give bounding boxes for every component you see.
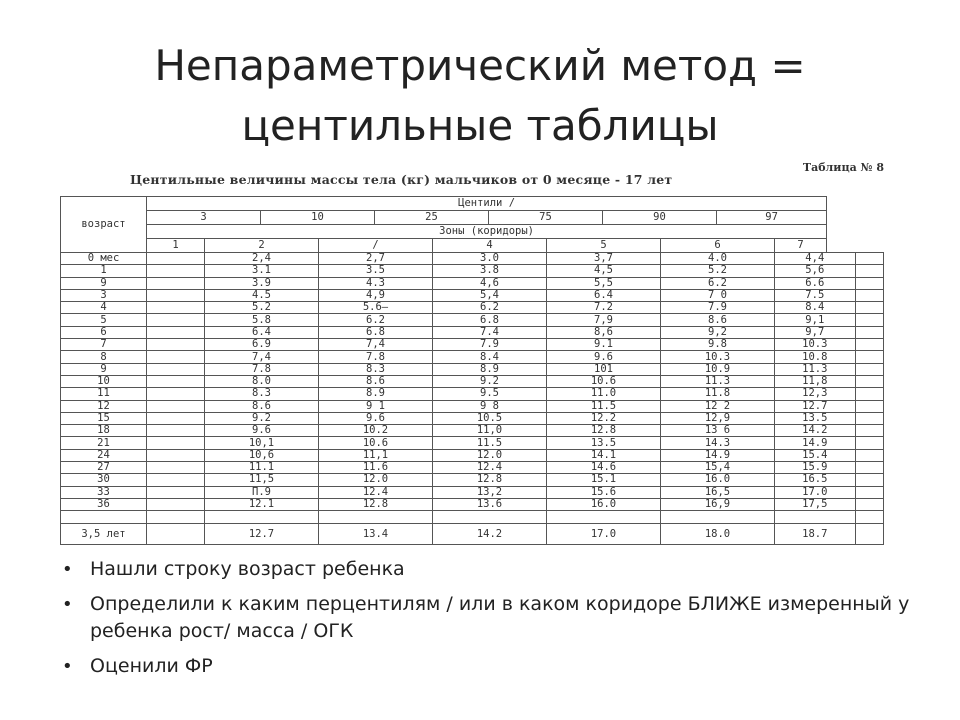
age-cell: 12 [61, 400, 147, 412]
table-row [61, 412, 884, 424]
zone-empty-cell [855, 437, 883, 449]
zone-empty-cell [147, 523, 205, 544]
zone-empty-cell [147, 388, 205, 400]
table-row [61, 474, 884, 486]
zone-empty-cell [855, 498, 883, 510]
centile-value-cell: П.9 [205, 486, 319, 498]
bullet-dot-icon: • [62, 594, 73, 615]
centiles-header: Центили / [147, 197, 827, 211]
centile-value-cell: 15.4 [775, 449, 856, 461]
centile-value-cell: 3.0 [433, 253, 547, 265]
centile-value-cell: 12.7 [205, 523, 319, 544]
age-cell: 21 [61, 437, 147, 449]
table-header-row [61, 197, 884, 211]
slide-title-line-1: Непараметрический метод = [154, 41, 806, 90]
zone-empty-cell [855, 265, 883, 277]
centile-value-cell: 8.6 [205, 400, 319, 412]
zone-empty-cell [147, 486, 205, 498]
centile-value-cell: 13,2 [433, 486, 547, 498]
centile-value-cell: 8.4 [433, 351, 547, 363]
bullet-list [62, 556, 922, 688]
zone-empty-cell [855, 523, 883, 544]
centile-value-cell: 4,6 [433, 277, 547, 289]
zone-header-cell: 6 [661, 239, 775, 253]
centile-value-cell: 10.2 [319, 425, 433, 437]
zone-empty-cell [147, 289, 205, 301]
age-cell: 6 [61, 326, 147, 338]
centile-value-cell: 7.9 [433, 339, 547, 351]
centile-value-cell: 4.0 [661, 253, 775, 265]
centile-value-cell: 14.2 [433, 523, 547, 544]
centile-value-cell: 11,5 [205, 474, 319, 486]
table-row [61, 388, 884, 400]
age-cell: 18 [61, 425, 147, 437]
zone-empty-cell [855, 351, 883, 363]
zone-header-cell: / [319, 239, 433, 253]
centile-value-cell: 15,4 [661, 462, 775, 474]
centile-value-cell: 12.8 [433, 474, 547, 486]
zone-empty-cell [855, 462, 883, 474]
centile-value-cell: 10.9 [661, 363, 775, 375]
centile-value-cell: 9.8 [661, 339, 775, 351]
centile-value-cell: 12.1 [205, 498, 319, 510]
table-number: Таблица № 8 [802, 161, 884, 174]
zone-header-cell: 5 [547, 239, 661, 253]
centile-value-cell [205, 511, 319, 523]
zone-empty-cell [147, 412, 205, 424]
centile-value-cell: 8.9 [319, 388, 433, 400]
centile-value-cell: 5.8 [205, 314, 319, 326]
centile-value-cell: 4,9 [319, 289, 433, 301]
age-cell: 33 [61, 486, 147, 498]
centile-value-cell: 12.4 [433, 462, 547, 474]
centile-value-cell: 10.3 [775, 339, 856, 351]
centile-value-cell: 9.2 [433, 375, 547, 387]
centile-value-cell: 6.4 [547, 289, 661, 301]
age-cell: 11 [61, 388, 147, 400]
table-row [61, 289, 884, 301]
zone-empty-cell [855, 277, 883, 289]
bullet-text: Определили к каким перцентилям / или в каком коридоре БЛИЖЕ измеренный у ребенка рост/ масса / ОГК [90, 593, 910, 642]
centile-value-cell: 16.0 [661, 474, 775, 486]
centile-value-cell: 11.5 [433, 437, 547, 449]
centile-value-cell: 3.8 [433, 265, 547, 277]
centile-value-cell: 13.4 [319, 523, 433, 544]
centile-value-cell: 7,4 [319, 339, 433, 351]
centile-value-cell: 7,4 [205, 351, 319, 363]
age-cell: 4 [61, 302, 147, 314]
zone-empty-cell [147, 302, 205, 314]
centile-value-cell: 7.8 [319, 351, 433, 363]
bullet-text: Оценили ФР [90, 655, 213, 677]
centile-value-cell: 6.2 [319, 314, 433, 326]
centile-value-cell: 12.2 [547, 412, 661, 424]
centile-header-cell: 97 [717, 211, 827, 225]
zone-header-cell: 2 [205, 239, 319, 253]
zone-empty-cell [147, 363, 205, 375]
centile-value-cell: 17.0 [775, 486, 856, 498]
centile-value-cell: 11.0 [547, 388, 661, 400]
centile-value-cell: 15.9 [775, 462, 856, 474]
centile-value-cell: 6.9 [205, 339, 319, 351]
centile-value-cell: 11.6 [319, 462, 433, 474]
centile-value-cell: 5,4 [433, 289, 547, 301]
zone-empty-cell [855, 253, 883, 265]
bullet-dot-icon: • [62, 559, 73, 580]
age-cell: 30 [61, 474, 147, 486]
centile-value-cell: 18.0 [661, 523, 775, 544]
centile-value-cell: 9.6 [205, 425, 319, 437]
table-row [61, 523, 884, 544]
zone-header-cell: 4 [433, 239, 547, 253]
table-row [61, 314, 884, 326]
centile-value-cell: 8.0 [205, 375, 319, 387]
centile-value-cell: 9.1 [547, 339, 661, 351]
centile-value-cell: 5,6 [775, 265, 856, 277]
centile-value-cell: 5,5 [547, 277, 661, 289]
zone-empty-cell [147, 462, 205, 474]
centile-header-cell: 75 [489, 211, 603, 225]
age-cell: 8 [61, 351, 147, 363]
centile-value-cell: 10.5 [433, 412, 547, 424]
age-cell: 7 [61, 339, 147, 351]
centile-value-cell [775, 511, 856, 523]
zone-empty-cell [855, 474, 883, 486]
zone-empty-cell [855, 339, 883, 351]
zone-empty-cell [147, 375, 205, 387]
centile-value-cell: 8.3 [319, 363, 433, 375]
centile-value-cell: 13.5 [547, 437, 661, 449]
centile-value-cell: 2,4 [205, 253, 319, 265]
table-row [61, 462, 884, 474]
bullet-item [62, 556, 922, 583]
age-header: возраст [61, 197, 147, 253]
centile-value-cell: 101 [547, 363, 661, 375]
age-cell: 24 [61, 449, 147, 461]
bullet-text: Нашли строку возраст ребенка [90, 558, 405, 580]
age-cell: 10 [61, 375, 147, 387]
centile-table [60, 196, 884, 545]
age-cell: 3,5 лет [61, 523, 147, 544]
zone-empty-cell [855, 425, 883, 437]
slide-title-line-2: центильные таблицы [241, 101, 719, 150]
zone-empty-cell [147, 437, 205, 449]
centile-value-cell: 6.8 [319, 326, 433, 338]
zone-empty-cell [855, 412, 883, 424]
centile-value-cell: 16.0 [547, 498, 661, 510]
centile-value-cell: 12.7 [775, 400, 856, 412]
bullet-item [62, 653, 922, 680]
zone-empty-cell [147, 277, 205, 289]
zone-empty-cell [147, 339, 205, 351]
centile-value-cell: 14.2 [775, 425, 856, 437]
centile-value-cell: 12.0 [319, 474, 433, 486]
centile-value-cell: 6.4 [205, 326, 319, 338]
age-cell: 9 [61, 363, 147, 375]
centile-value-cell: 9 8 [433, 400, 547, 412]
table-row [61, 326, 884, 338]
zone-empty-cell [147, 265, 205, 277]
table-row [61, 375, 884, 387]
centile-value-cell [547, 511, 661, 523]
centile-value-cell: 17,5 [775, 498, 856, 510]
zone-empty-cell [147, 400, 205, 412]
zone-empty-cell [147, 498, 205, 510]
zone-empty-cell [147, 351, 205, 363]
centile-value-cell: 16,5 [661, 486, 775, 498]
centile-header-cell: 10 [261, 211, 375, 225]
centile-value-cell: 16.5 [775, 474, 856, 486]
table-header-row [61, 239, 884, 253]
centile-value-cell: 15.6 [547, 486, 661, 498]
centile-value-cell: 4.5 [205, 289, 319, 301]
centile-value-cell: 7,9 [547, 314, 661, 326]
centile-value-cell: 15.1 [547, 474, 661, 486]
centile-value-cell: 9 1 [319, 400, 433, 412]
zone-empty-cell [855, 511, 883, 523]
zone-empty-cell [147, 425, 205, 437]
centile-value-cell: 11.3 [661, 375, 775, 387]
centile-value-cell: 8,6 [547, 326, 661, 338]
centile-value-cell: 6.2 [661, 277, 775, 289]
age-cell: 3 [61, 289, 147, 301]
zone-empty-cell [855, 302, 883, 314]
centile-value-cell: 11.3 [775, 363, 856, 375]
centile-value-cell: 14.3 [661, 437, 775, 449]
centile-value-cell: 7.9 [661, 302, 775, 314]
centile-value-cell: 7.5 [775, 289, 856, 301]
zone-empty-cell [855, 314, 883, 326]
centile-value-cell: 12.8 [319, 498, 433, 510]
table-row [61, 498, 884, 510]
centile-value-cell: 2,7 [319, 253, 433, 265]
table-row [61, 339, 884, 351]
zone-empty-cell [147, 511, 205, 523]
bullet-dot-icon: • [62, 656, 73, 677]
centile-value-cell: 3.1 [205, 265, 319, 277]
centile-value-cell: 6.2 [433, 302, 547, 314]
age-cell [61, 511, 147, 523]
table-row [61, 425, 884, 437]
centile-value-cell: 6.6 [775, 277, 856, 289]
table-row [61, 265, 884, 277]
zone-empty-cell [855, 375, 883, 387]
zone-empty-cell [147, 314, 205, 326]
centile-value-cell: 8.3 [205, 388, 319, 400]
centile-value-cell [319, 511, 433, 523]
centile-value-cell: 12.8 [547, 425, 661, 437]
table-body [61, 197, 884, 545]
centile-value-cell: 12 2 [661, 400, 775, 412]
age-cell: 5 [61, 314, 147, 326]
centile-value-cell: 10.6 [547, 375, 661, 387]
centile-value-cell: 14.9 [775, 437, 856, 449]
centile-value-cell: 14.9 [661, 449, 775, 461]
table-spacer-row [61, 511, 884, 523]
centile-header-cell: 25 [375, 211, 489, 225]
centile-value-cell: 7 0 [661, 289, 775, 301]
zone-empty-cell [147, 253, 205, 265]
centile-value-cell [661, 511, 775, 523]
centile-header-cell: 3 [147, 211, 261, 225]
centile-value-cell: 11.8 [661, 388, 775, 400]
centile-value-cell: 11,8 [775, 375, 856, 387]
table-row [61, 253, 884, 265]
centile-value-cell: 11,0 [433, 425, 547, 437]
centile-value-cell: 13.5 [775, 412, 856, 424]
centile-value-cell: 9,2 [661, 326, 775, 338]
table-header [60, 158, 890, 198]
table-caption: Центильные величины массы тела (кг) мальчиков от 0 месяце - 17 лет [130, 172, 673, 187]
table-header-row [61, 211, 884, 225]
zone-header-cell: 7 [775, 239, 827, 253]
centile-value-cell [433, 511, 547, 523]
table-row [61, 277, 884, 289]
centile-value-cell: 10,1 [205, 437, 319, 449]
zone-empty-cell [855, 449, 883, 461]
table-row [61, 351, 884, 363]
centile-value-cell: 16,9 [661, 498, 775, 510]
centile-value-cell: 8.4 [775, 302, 856, 314]
zones-header: Зоны (коридоры) [147, 225, 827, 239]
age-cell: 15 [61, 412, 147, 424]
centile-value-cell: 8.6 [319, 375, 433, 387]
zone-empty-cell [855, 400, 883, 412]
table-row [61, 486, 884, 498]
centile-value-cell: 7.8 [205, 363, 319, 375]
centile-header-cell: 90 [603, 211, 717, 225]
centile-value-cell: 11,1 [319, 449, 433, 461]
centile-value-cell: 10,6 [205, 449, 319, 461]
table-row [61, 449, 884, 461]
zone-empty-cell [855, 388, 883, 400]
centile-value-cell: 14.6 [547, 462, 661, 474]
centile-value-cell: 4.3 [319, 277, 433, 289]
centile-value-cell: 9.6 [319, 412, 433, 424]
table-row [61, 363, 884, 375]
centile-value-cell: 9,7 [775, 326, 856, 338]
centile-value-cell: 11.1 [205, 462, 319, 474]
centile-value-cell: 4,4 [775, 253, 856, 265]
zone-empty-cell [855, 486, 883, 498]
centile-value-cell: 5.2 [661, 265, 775, 277]
centile-value-cell: 7.2 [547, 302, 661, 314]
centile-value-cell: 14.1 [547, 449, 661, 461]
centile-value-cell: 18.7 [775, 523, 856, 544]
zone-empty-cell [855, 289, 883, 301]
centile-value-cell: 11.5 [547, 400, 661, 412]
centile-value-cell: 13.6 [433, 498, 547, 510]
bullet-item [62, 591, 922, 645]
centile-value-cell: 12,3 [775, 388, 856, 400]
centile-value-cell: 5.6– [319, 302, 433, 314]
age-cell: 1 [61, 265, 147, 277]
age-cell: 9 [61, 277, 147, 289]
centile-value-cell: 6.8 [433, 314, 547, 326]
centile-value-cell: 5.2 [205, 302, 319, 314]
age-cell: 27 [61, 462, 147, 474]
zone-empty-cell [855, 326, 883, 338]
centile-value-cell: 12.4 [319, 486, 433, 498]
centile-value-cell: 10.3 [661, 351, 775, 363]
centile-value-cell: 9.5 [433, 388, 547, 400]
centile-value-cell: 9.6 [547, 351, 661, 363]
zone-header-cell: 1 [147, 239, 205, 253]
centile-value-cell: 13 6 [661, 425, 775, 437]
centile-value-cell: 3,7 [547, 253, 661, 265]
centile-value-cell: 17.0 [547, 523, 661, 544]
centile-value-cell: 7.4 [433, 326, 547, 338]
slide-title [60, 36, 900, 156]
centile-value-cell: 12.0 [433, 449, 547, 461]
centile-value-cell: 3.9 [205, 277, 319, 289]
table-row [61, 302, 884, 314]
centile-value-cell: 8.9 [433, 363, 547, 375]
centile-value-cell: 8.6 [661, 314, 775, 326]
zone-empty-cell [855, 363, 883, 375]
zone-empty-cell [147, 326, 205, 338]
centile-value-cell: 3.5 [319, 265, 433, 277]
centile-value-cell: 4,5 [547, 265, 661, 277]
table-header-row [61, 225, 884, 239]
centile-value-cell: 9.2 [205, 412, 319, 424]
centile-value-cell: 9,1 [775, 314, 856, 326]
centile-value-cell: 12,9 [661, 412, 775, 424]
age-cell: 0 мес [61, 253, 147, 265]
age-cell: 36 [61, 498, 147, 510]
centile-value-cell: 10.6 [319, 437, 433, 449]
table-row [61, 437, 884, 449]
zone-empty-cell [147, 449, 205, 461]
centile-value-cell: 10.8 [775, 351, 856, 363]
table-row [61, 400, 884, 412]
zone-empty-cell [147, 474, 205, 486]
